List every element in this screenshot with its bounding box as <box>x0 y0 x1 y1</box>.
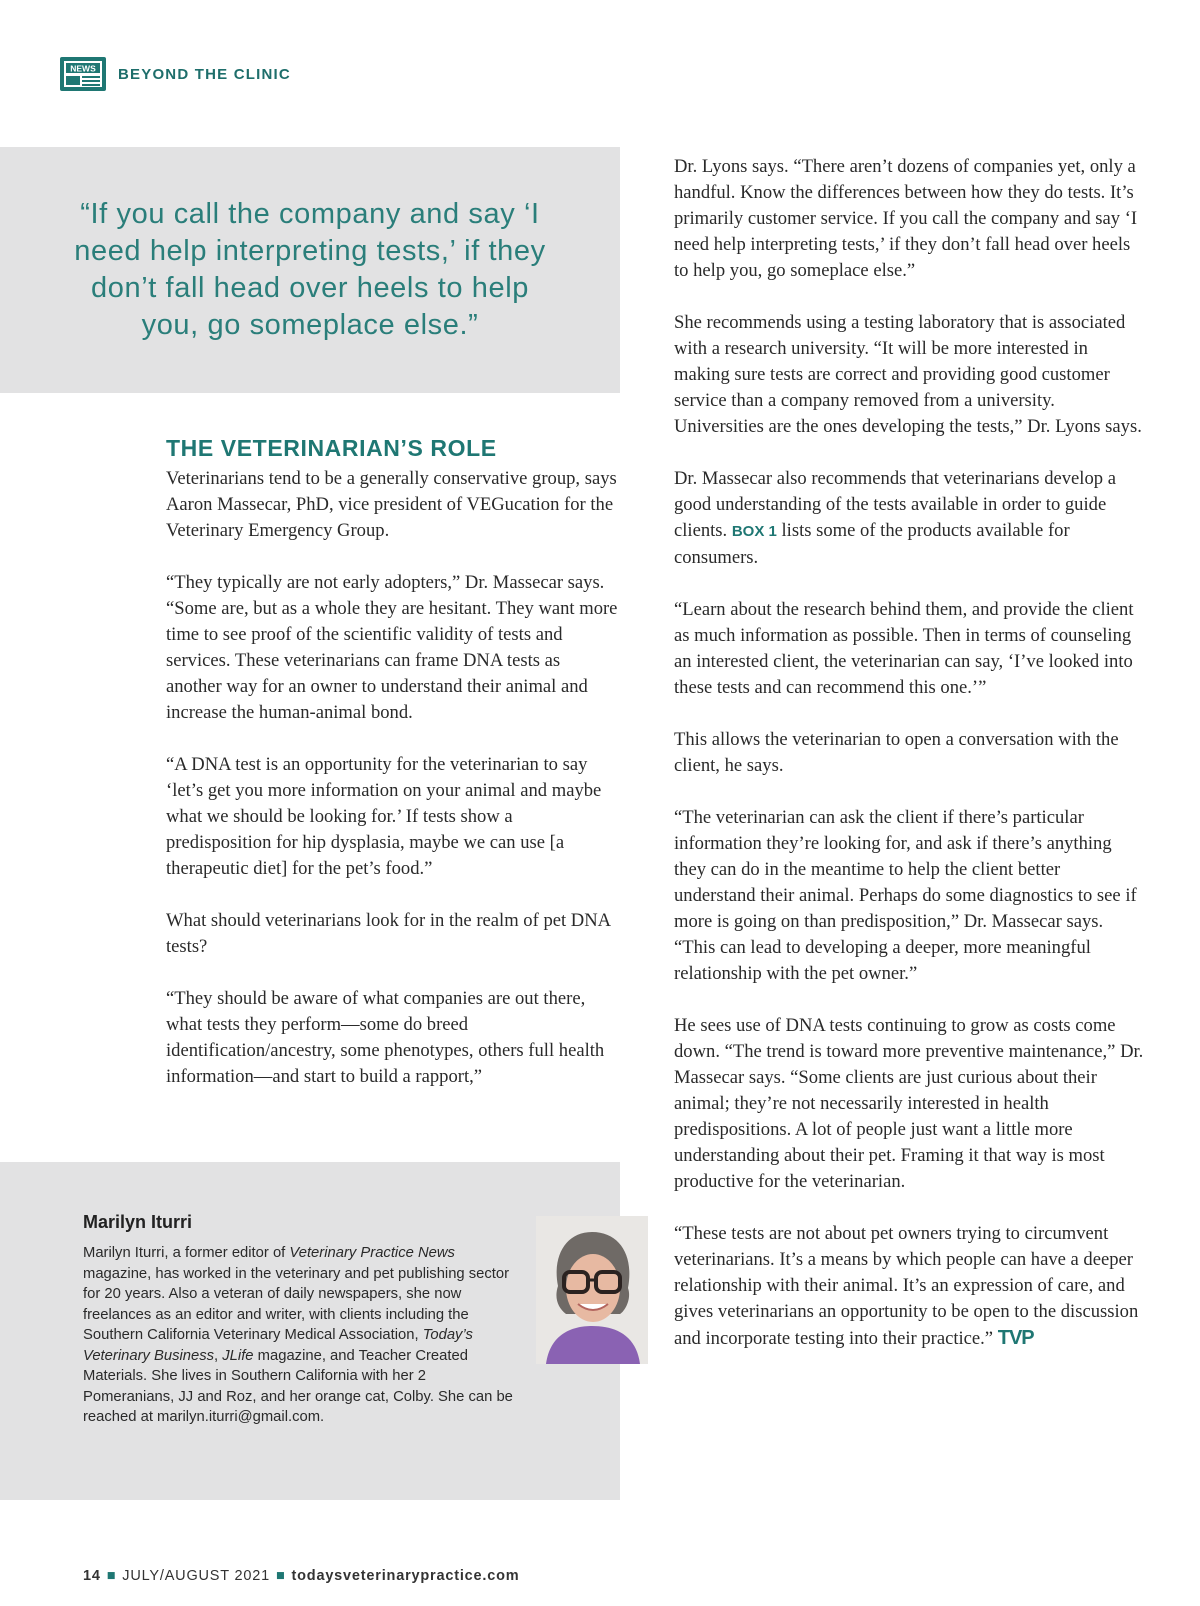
text-run: magazine, has worked in the veterinary and pet publishing sector for 20 years. Also a veteran of daily newspapers, she now freelances as an editor and writer, with clients including the Southern California Veterinary Medical Association, <box>83 1265 510 1343</box>
text-run: lists some of the products available for consumers. <box>674 520 1070 568</box>
body-paragraph: Dr. Lyons says. “There aren’t dozens of companies yet, only a handful. Know the differences between how they do tests. It’s primarily customer service. If you call the company and say ‘I need help interpreting tests,’ if they don’t fall head over heels to help you, go someplace else.” <box>674 156 1138 281</box>
body-paragraph <box>674 466 1144 571</box>
author-photo <box>536 1216 648 1364</box>
italic-publication: JLife <box>222 1347 254 1364</box>
separator-square-icon: ■ <box>275 1568 286 1584</box>
pull-quote-panel <box>0 147 620 393</box>
body-paragraph: “The veterinarian can ask the client if there’s particular information they’re looking for, and ask if there’s anything they can do in the meantime to help the client better understand their animal. Perhaps do some diagnostics to see if more is going on than predisposition,” Dr. Massecar says. “This can lead to developing a deeper, more meaningful relationship with the pet owner.” <box>674 807 1137 984</box>
issue-date: JULY/AUGUST 2021 <box>122 1568 270 1584</box>
body-paragraph: “A DNA test is an opportunity for the veterinarian to say ‘let’s get you more information on your animal and maybe what we should be looking for.’ If tests show a predisposition for hip dysplasia, maybe we can use [a therapeutic diet] for the pet’s food.” <box>166 754 602 879</box>
newspaper-icon-label: NEWS <box>70 63 96 74</box>
body-paragraph: What should veterinarians look for in the realm of pet DNA tests? <box>166 910 611 957</box>
body-paragraph: Veterinarians tend to be a generally conservative group, says Aaron Massecar, PhD, vice president of VEGucation for the Veterinary Emergency Group. <box>166 468 617 541</box>
italic-publication: Veterinary Practice News <box>289 1245 455 1261</box>
italic-publication: Today’s Veterinary Business <box>83 1327 473 1364</box>
body-paragraph <box>674 1221 1144 1352</box>
body-paragraph: He sees use of DNA tests continuing to grow as costs come down. “The trend is toward more preventive maintenance,” Dr. Massecar says. “Some clients are just curious about their animal; they’re not necessarily interested in health predispositions. A lot of people just want a little more understanding about their pet. Framing it that way is most productive for the veterinarian. <box>674 1015 1144 1192</box>
section-label: BEYOND THE CLINIC <box>118 65 291 83</box>
text-run: magazine, and Teacher Created Materials. She lives in Southern California with her 2 Pomeranians, JJ and Roz, and her orange cat, Colby. She can be reached at marilyn.iturri@gmail.com. <box>83 1347 513 1425</box>
right-column <box>674 154 1144 1378</box>
section-subhead: THE VETERINARIAN’S ROLE <box>166 435 497 461</box>
page-number: 14 <box>83 1568 101 1584</box>
page-footer <box>83 1568 519 1584</box>
pull-quote: “If you call the company and say ‘I need help interpreting tests,’ if they don’t fall head over heels to help you, go someplace else.” <box>74 198 546 341</box>
separator-square-icon: ■ <box>106 1568 117 1584</box>
newspaper-icon <box>56 53 112 95</box>
text-run: “These tests are not about pet owners trying to circumvent veterinarians. It’s a means by which people can have a deeper relationship with their animal. It’s an expression of care, and gives veterinarians an opportunity to be open to the discussion and incorporate testing into their practice.” <box>674 1223 1139 1349</box>
body-paragraph: “Learn about the research behind them, and provide the client as much information as possible. Then in terms of counseling an interested client, the veterinarian can say, ‘I’ve looked into these tests and can recommend this one.’” <box>674 599 1134 698</box>
text-run: Dr. Massecar also recommends that veterinarians develop a good understanding of the tests available in order to guide clients. <box>674 468 1116 541</box>
body-paragraph: She recommends using a testing laboratory that is associated with a research university. “It will be more interested in making sure tests are correct and providing good customer service than a company removed from a university. Universities are the ones developing the tests,” Dr. Lyons says. <box>674 312 1142 437</box>
body-paragraph: This allows the veterinarian to open a conversation with the client, he says. <box>674 729 1119 776</box>
body-paragraph: “They typically are not early adopters,” Dr. Massecar says. “Some are, but as a whole they are hesitant. They want more time to see proof of the scientific validity of tests and services. These veterinarians can frame DNA tests as another way for an owner to understand their animal and increase the human-animal bond. <box>166 572 618 723</box>
left-column <box>166 434 618 1116</box>
website-link[interactable]: todaysveterinarypractice.com <box>291 1568 520 1584</box>
text-run: Marilyn Iturri, a former editor of <box>83 1245 290 1261</box>
author-name: Marilyn Iturri <box>83 1212 193 1232</box>
page-header <box>56 52 291 96</box>
box-1-reference[interactable]: BOX 1 <box>731 523 777 540</box>
author-bio <box>83 1243 515 1428</box>
text-run: , <box>214 1347 223 1364</box>
tvp-end-mark: TVP <box>997 1327 1034 1349</box>
body-paragraph: “They should be aware of what companies are out there, what tests they perform—some do breed identification/ancestry, some phenotypes, others full health information—and start to build a rapport,” <box>166 988 605 1087</box>
